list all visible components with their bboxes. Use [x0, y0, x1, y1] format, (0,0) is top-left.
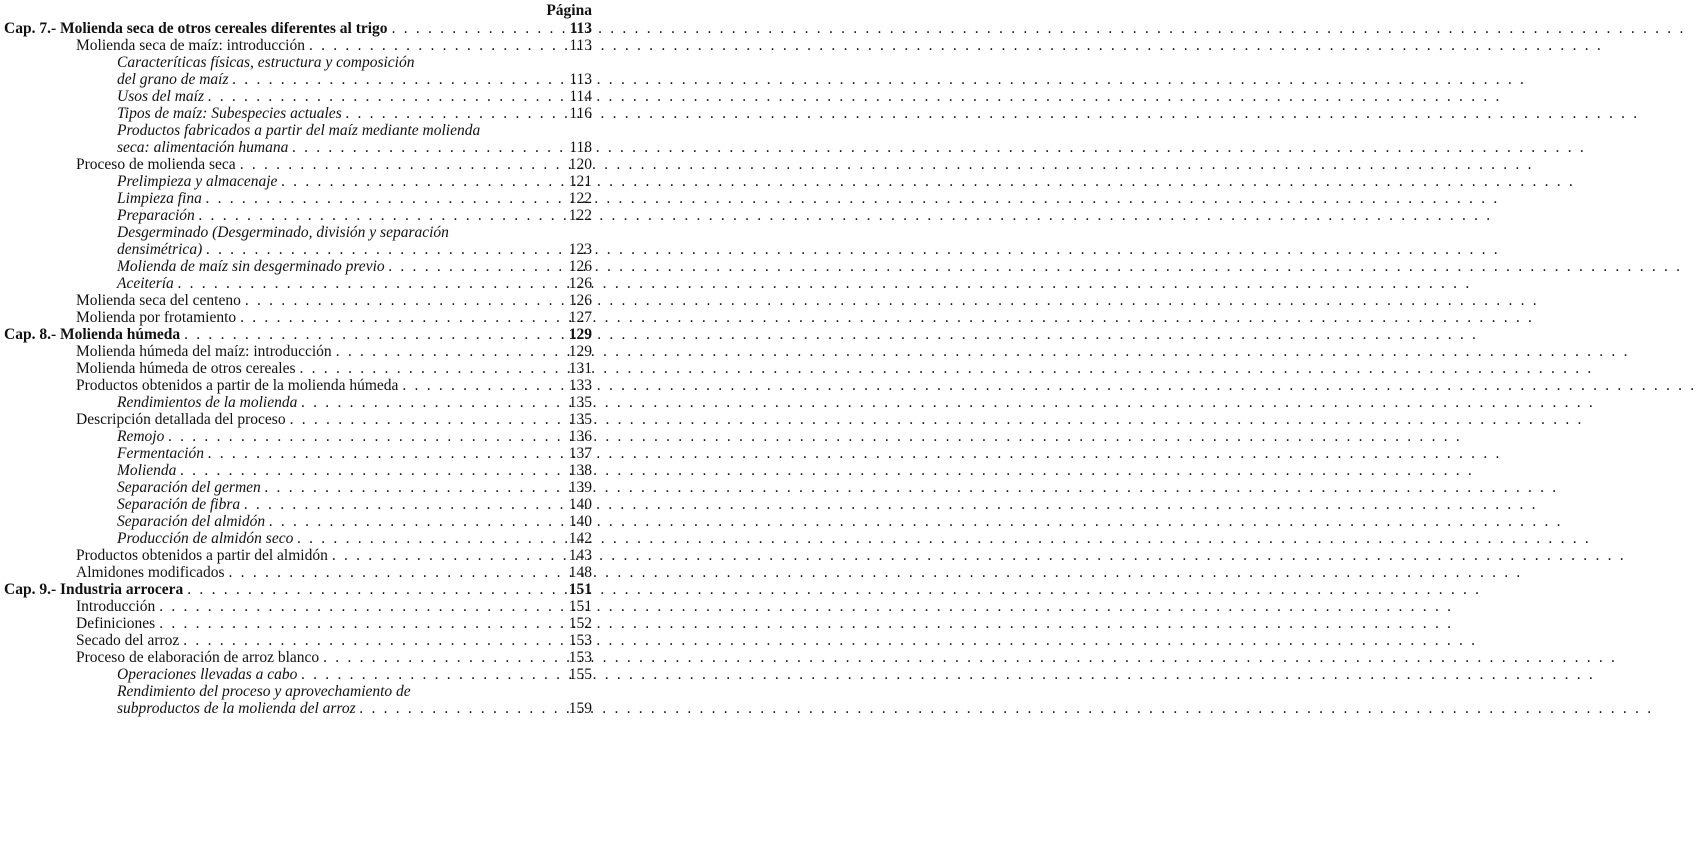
page-number: 143 [568, 547, 592, 564]
section-entry [76, 564, 592, 581]
dot-leader [183, 581, 567, 598]
table-of-contents [0, 0, 600, 849]
section-entry [76, 343, 592, 360]
dot-leader [293, 530, 567, 547]
section-entry [76, 37, 592, 54]
page-number: 118 [569, 139, 592, 156]
dot-leader [398, 377, 567, 394]
dot-leader [297, 394, 567, 411]
page-number: 123 [568, 241, 592, 258]
subsection-title: Operaciones llevadas a cabo [117, 666, 298, 683]
dot-leader [286, 411, 568, 428]
dot-leader [155, 615, 568, 632]
toc-entry-title-line: Caracteríticas físicas, estructura y composición [117, 54, 415, 71]
dot-leader [229, 71, 569, 88]
dot-leader [174, 275, 568, 292]
subsection-entry [117, 224, 592, 258]
subsection-title: Separación del germen [117, 479, 261, 496]
page-number: 153 [568, 632, 592, 649]
subsection-entry [117, 207, 592, 224]
dot-leader [164, 428, 567, 445]
subsection-entry [117, 88, 592, 105]
section-title: Descripción detallada del proceso [76, 411, 286, 428]
subsection-entry [117, 275, 592, 292]
page-number: 113 [569, 20, 592, 37]
subsection-title: Prelimpieza y almacenaje [117, 173, 278, 190]
subsection-entry [117, 394, 592, 411]
subsection-title: Separación de fibra [117, 496, 241, 513]
subsection-entry [117, 666, 592, 683]
dot-leader [195, 207, 568, 224]
dot-leader [176, 462, 567, 479]
page-number: 113 [569, 71, 592, 88]
subsection-title: Producción de almidón seco [117, 530, 294, 547]
chapter-entry [4, 581, 592, 598]
chapter-entry [4, 20, 592, 37]
subsection-entry [117, 479, 592, 496]
subsection-title: Preparación [117, 207, 195, 224]
page-number: 114 [569, 88, 592, 105]
page-number: 152 [568, 615, 592, 632]
dot-leader [332, 343, 568, 360]
subsection-entry [117, 428, 592, 445]
subsection-entry [117, 683, 592, 717]
subsection-title: Aceitería [117, 275, 174, 292]
dot-leader [265, 513, 568, 530]
dot-leader [236, 309, 568, 326]
dot-leader [385, 258, 568, 275]
dot-leader [202, 190, 568, 207]
page-number: 126 [568, 292, 592, 309]
page-number: 131 [568, 360, 592, 377]
subsection-title: Remojo [117, 428, 165, 445]
section-title: Almidones modificados [76, 564, 225, 581]
subsection-title: Tipos de maíz: Subespecies actuales [117, 105, 342, 122]
toc-entry-title-line: Productos fabricados a partir del maíz mediante molienda [117, 122, 481, 139]
dot-leader [225, 564, 568, 581]
page-number: 120 [568, 156, 592, 173]
section-title: Proceso de molienda seca [76, 156, 236, 173]
page-number: 126 [568, 275, 592, 292]
dot-leader [319, 649, 568, 666]
dot-leader [241, 292, 568, 309]
subsection-title: densimétrica) [117, 241, 203, 258]
dot-leader [356, 700, 568, 717]
page-number: 122 [568, 190, 592, 207]
subsection-title: del grano de maíz [117, 71, 229, 88]
section-entry [76, 632, 592, 649]
page-number: 151 [568, 581, 592, 598]
dot-leader [202, 241, 568, 258]
subsection-entry [117, 105, 592, 122]
section-entry [76, 156, 592, 173]
page-number: 151 [568, 598, 592, 615]
subsection-entry [117, 258, 592, 275]
chapter-prefix: Cap. 7.- [4, 20, 57, 37]
subsection-entry [117, 190, 592, 207]
page-number: 122 [568, 207, 592, 224]
section-title: Productos obtenidos a partir de la molienda húmeda [76, 377, 399, 394]
page-number: 159 [568, 700, 592, 717]
chapter-prefix: Cap. 9.- [4, 581, 57, 598]
dot-leader [240, 496, 568, 513]
subsection-entry [117, 530, 592, 547]
section-entry [76, 649, 592, 666]
dot-leader [204, 445, 568, 462]
subsection-entry [117, 173, 592, 190]
dot-leader [180, 326, 568, 343]
chapter-title: Molienda seca de otros cereales diferentes al trigo [59, 20, 388, 37]
subsection-entry [117, 462, 592, 479]
section-entry [76, 598, 592, 615]
dot-leader [261, 479, 568, 496]
section-entry [76, 360, 592, 377]
chapter-entry [4, 326, 592, 343]
page-number: 153 [568, 649, 592, 666]
section-title: Productos obtenidos a partir del almidón [76, 547, 328, 564]
page-number: 116 [569, 105, 592, 122]
dot-leader [236, 156, 568, 173]
page-number: 135 [568, 394, 592, 411]
page-number: 113 [569, 37, 592, 54]
subsection-title: Fermentación [117, 445, 204, 462]
subsection-title: subproductos de la molienda del arroz [117, 700, 356, 717]
section-entry [76, 309, 592, 326]
subsection-entry [117, 496, 592, 513]
section-title: Secado del arroz [76, 632, 180, 649]
dot-leader [305, 37, 568, 54]
dot-leader [388, 20, 569, 37]
subsection-entry [117, 122, 592, 156]
page-number: 140 [568, 513, 592, 530]
section-title: Proceso de elaboración de arroz blanco [76, 649, 320, 666]
section-title: Definiciones [76, 615, 156, 632]
toc-entry-title-line: Rendimiento del proceso y aprovechamiento de [117, 683, 411, 700]
page-column-header: Página [546, 2, 592, 19]
subsection-title: Limpieza fina [117, 190, 202, 207]
dot-leader [179, 632, 567, 649]
chapter-title: Industria arrocera [59, 581, 184, 598]
page-number: 155 [568, 666, 592, 683]
dot-leader [296, 360, 568, 377]
chapter-title: Molienda húmeda [59, 326, 181, 343]
section-entry [76, 377, 592, 394]
dot-leader [297, 666, 567, 683]
page-number: 129 [568, 343, 592, 360]
chapter-prefix: Cap. 8.- [4, 326, 57, 343]
page-number: 140 [568, 496, 592, 513]
section-entry [76, 292, 592, 309]
section-entry [76, 615, 592, 632]
subsection-title: Rendimientos de la molienda [117, 394, 298, 411]
dot-leader [342, 105, 569, 122]
subsection-entry [117, 54, 592, 88]
section-title: Molienda húmeda del maíz: introducción [76, 343, 332, 360]
page-number: 121 [568, 173, 592, 190]
page-number: 137 [568, 445, 592, 462]
page-number: 129 [568, 326, 592, 343]
section-title: Molienda por frotamiento [76, 309, 237, 326]
subsection-entry [117, 445, 592, 462]
dot-leader [204, 88, 568, 105]
section-title: Molienda seca del centeno [76, 292, 241, 309]
section-entry [76, 411, 592, 428]
toc-entry-title-line: Desgerminado (Desgerminado, división y separación [117, 224, 449, 241]
subsection-title: Molienda [117, 462, 177, 479]
page-number: 148 [568, 564, 592, 581]
dot-leader [155, 598, 568, 615]
page-number: 142 [568, 530, 592, 547]
section-title: Molienda húmeda de otros cereales [76, 360, 296, 377]
subsection-title: Usos del maíz [117, 88, 204, 105]
dot-leader [328, 547, 568, 564]
page-number: 138 [568, 462, 592, 479]
page-number: 139 [568, 479, 592, 496]
subsection-title: Molienda de maíz sin desgerminado previo [117, 258, 385, 275]
dot-leader [288, 139, 568, 156]
page-number: 126 [568, 258, 592, 275]
section-title: Introducción [76, 598, 156, 615]
subsection-title: seca: alimentación humana [117, 139, 289, 156]
dot-leader [277, 173, 567, 190]
section-entry [76, 547, 592, 564]
page-number: 133 [568, 377, 592, 394]
subsection-title: Separación del almidón [117, 513, 266, 530]
page-number: 135 [568, 411, 592, 428]
page-number: 136 [568, 428, 592, 445]
section-title: Molienda seca de maíz: introducción [76, 37, 305, 54]
subsection-entry [117, 513, 592, 530]
page-number: 127 [568, 309, 592, 326]
